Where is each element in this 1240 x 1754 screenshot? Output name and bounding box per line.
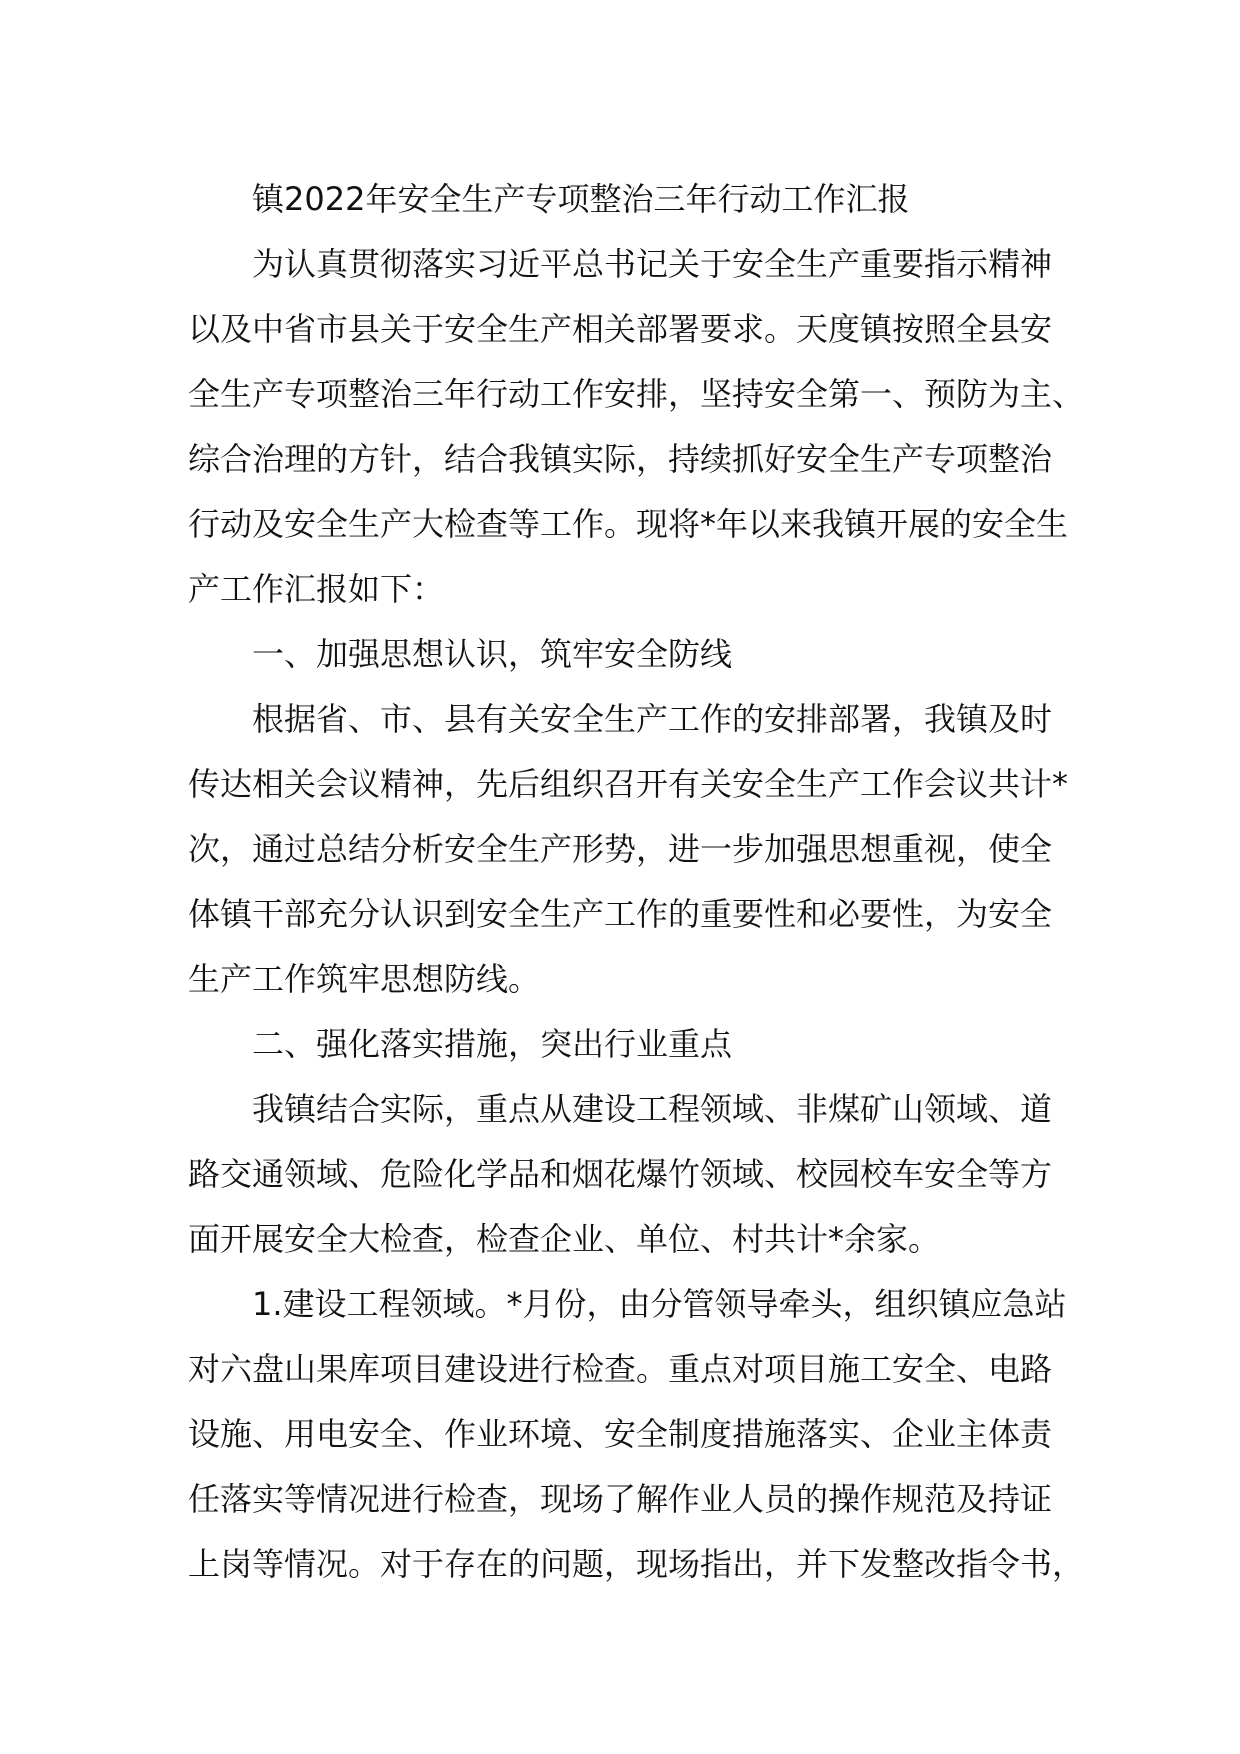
paragraph-line: 任落实等情况进行检查，现场了解作业人员的操作规范及持证 [188, 1480, 1053, 1518]
paragraph-line: 设施、用电安全、作业环境、安全制度措施落实、企业主体责 [188, 1415, 1053, 1453]
section-heading: 二、强化落实措施，突出行业重点 [252, 1025, 733, 1063]
paragraph-line: 生产工作筑牢思想防线。 [188, 960, 541, 998]
paragraph-line: 路交通领域、危险化学品和烟花爆竹领域、校园校车安全等方 [188, 1155, 1053, 1193]
paragraph-line: 对六盘山果库项目建设进行检查。重点对项目施工安全、电路 [188, 1350, 1053, 1388]
paragraph-line: 1.建设工程领域。*月份，由分管领导牵头，组织镇应急站 [252, 1285, 1067, 1323]
paragraph-line: 产工作汇报如下： [188, 570, 445, 608]
section-heading: 一、加强思想认识，筑牢安全防线 [252, 635, 733, 673]
paragraph-line: 以及中省市县关于安全生产相关部署要求。天度镇按照全县安 [188, 310, 1053, 348]
paragraph-line: 行动及安全生产大检查等工作。现将*年以来我镇开展的安全生 [188, 505, 1069, 543]
paragraph-line: 次，通过总结分析安全生产形势，进一步加强思想重视，使全 [188, 830, 1053, 868]
document-title: 镇2022年安全生产专项整治三年行动工作汇报 [252, 180, 910, 218]
paragraph-line: 传达相关会议精神，先后组织召开有关安全生产工作会议共计* [188, 765, 1069, 803]
paragraph-line: 我镇结合实际，重点从建设工程领域、非煤矿山领域、道 [252, 1090, 1053, 1128]
paragraph-line: 根据省、市、县有关安全生产工作的安排部署，我镇及时 [252, 700, 1053, 738]
paragraph-line: 为认真贯彻落实习近平总书记关于安全生产重要指示精神 [252, 245, 1053, 283]
paragraph-line: 上岗等情况。对于存在的问题，现场指出，并下发整改指令书， [188, 1545, 1085, 1583]
paragraph-line: 体镇干部充分认识到安全生产工作的重要性和必要性，为安全 [188, 895, 1053, 933]
document-body [188, 167, 1085, 1597]
paragraph-line: 综合治理的方针，结合我镇实际，持续抓好安全生产专项整治 [188, 440, 1053, 478]
paragraph-line: 面开展安全大检查，检查企业、单位、村共计*余家。 [188, 1220, 941, 1258]
paragraph-line: 全生产专项整治三年行动工作安排，坚持安全第一、预防为主、 [188, 375, 1085, 413]
